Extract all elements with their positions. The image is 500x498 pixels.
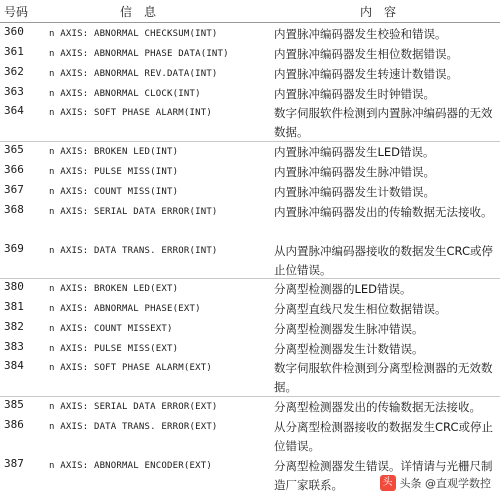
alarm-description: 分离型检测器发生错误。详情请与光栅尺制造厂家联系。: [274, 459, 493, 492]
table-row: [0, 25, 500, 44]
alarm-description: 内置脉冲编码器发生转速计数错误。: [274, 67, 458, 81]
header-info: 信 息: [120, 5, 157, 19]
table-row: [0, 418, 500, 456]
row-divider: [0, 278, 500, 279]
alarm-number: 360: [4, 25, 24, 38]
table-row: [0, 242, 500, 280]
alarm-message: n AXIS: DATA TRANS. ERROR(INT): [49, 246, 218, 256]
table-row: [0, 398, 500, 417]
header-description: 内 容: [360, 5, 397, 19]
alarm-description: 内置脉冲编码器发出的传输数据无法接收。: [274, 205, 493, 219]
table-row: [0, 104, 500, 142]
alarm-message: n AXIS: ABNORMAL PHASE DATA(INT): [49, 49, 229, 59]
alarm-message: n AXIS: SOFT PHASE ALARM(EXT): [49, 363, 212, 373]
alarm-description: 内置脉冲编码器发生校验和错误。: [274, 27, 447, 41]
alarm-description: 从内置脉冲编码器接收的数据发生CRC或停止位错误。: [274, 244, 493, 277]
alarm-number: 365: [4, 143, 24, 156]
toutiao-logo-icon: 头: [380, 475, 396, 491]
alarm-message: n AXIS: PULSE MISS(EXT): [49, 344, 179, 354]
table-row: [0, 65, 500, 84]
watermark-text: 头条 @直观学数控: [399, 477, 491, 490]
alarm-description: 数字伺服软件检测到内置脉冲编码器的无效数据。: [274, 106, 493, 139]
alarm-description: 内置脉冲编码器发生脉冲错误。: [274, 165, 435, 179]
alarm-description: 分离型检测器发生脉冲错误。: [274, 322, 424, 336]
alarm-number: 363: [4, 85, 24, 98]
table-row: [0, 183, 500, 202]
alarm-description: 分离型检测器发生计数错误。: [274, 342, 424, 356]
alarm-message: n AXIS: ABNORMAL ENCODER(EXT): [49, 461, 212, 471]
alarm-message: n AXIS: PULSE MISS(INT): [49, 167, 179, 177]
watermark: [377, 474, 495, 492]
alarm-number: 383: [4, 340, 24, 353]
table-row: [0, 45, 500, 64]
alarm-number: 386: [4, 418, 24, 431]
alarm-number: 369: [4, 242, 24, 255]
alarm-message: n AXIS: ABNORMAL CHECKSUM(INT): [49, 29, 218, 39]
alarm-description: 内置脉冲编码器发生计数错误。: [274, 185, 435, 199]
table-row: [0, 300, 500, 319]
alarm-message: n AXIS: ABNORMAL REV.DATA(INT): [49, 69, 218, 79]
table-row: [0, 143, 500, 162]
alarm-message: n AXIS: DATA TRANS. ERROR(EXT): [49, 422, 218, 432]
table-row: [0, 320, 500, 339]
alarm-description: 数字伺服软件检测到分离型检测器的无效数据。: [274, 361, 493, 394]
alarm-number: 362: [4, 65, 24, 78]
alarm-number: 368: [4, 203, 24, 216]
alarm-message: n AXIS: COUNT MISSEXT): [49, 324, 173, 334]
alarm-number: 367: [4, 183, 24, 196]
table-row: [0, 163, 500, 182]
alarm-description: 内置脉冲编码器发生相位数据错误。: [274, 47, 458, 61]
alarm-message: n AXIS: SERIAL DATA ERROR(EXT): [49, 402, 218, 412]
table-row: [0, 85, 500, 104]
table-header: [0, 0, 500, 23]
alarm-description: 内置脉冲编码器发生LED错误。: [274, 145, 435, 159]
alarm-message: n AXIS: ABNORMAL PHASE(EXT): [49, 304, 201, 314]
alarm-description: 分离型检测器的LED错误。: [274, 282, 412, 296]
alarm-message: n AXIS: BROKEN LED(INT): [49, 147, 179, 157]
alarm-message: n AXIS: SOFT PHASE ALARM(INT): [49, 108, 212, 118]
alarm-number: 382: [4, 320, 24, 333]
alarm-number: 364: [4, 104, 24, 117]
alarm-message: n AXIS: SERIAL DATA ERROR(INT): [49, 207, 218, 217]
alarm-number: 380: [4, 280, 24, 293]
table-row: [0, 359, 500, 397]
table-row: [0, 203, 500, 241]
alarm-number: 385: [4, 398, 24, 411]
table-row: [0, 340, 500, 359]
row-divider: [0, 396, 500, 397]
alarm-description: 分离型检测器发出的传输数据无法接收。: [274, 400, 481, 414]
alarm-number: 366: [4, 163, 24, 176]
alarm-number: 384: [4, 359, 24, 372]
table-row: [0, 280, 500, 299]
alarm-number: 387: [4, 457, 24, 470]
alarm-description: 从分离型检测器接收的数据发生CRC或停止位错误。: [274, 420, 493, 453]
alarm-number: 361: [4, 45, 24, 58]
row-divider: [0, 141, 500, 142]
alarm-message: n AXIS: ABNORMAL CLOCK(INT): [49, 89, 201, 99]
alarm-description: 内置脉冲编码器发生时钟错误。: [274, 87, 435, 101]
alarm-message: n AXIS: COUNT MISS(INT): [49, 187, 179, 197]
header-number: 号码: [4, 5, 29, 19]
alarm-description: 分离型直线尺发生相位数据错误。: [274, 302, 447, 316]
alarm-message: n AXIS: BROKEN LED(EXT): [49, 284, 179, 294]
alarm-number: 381: [4, 300, 24, 313]
